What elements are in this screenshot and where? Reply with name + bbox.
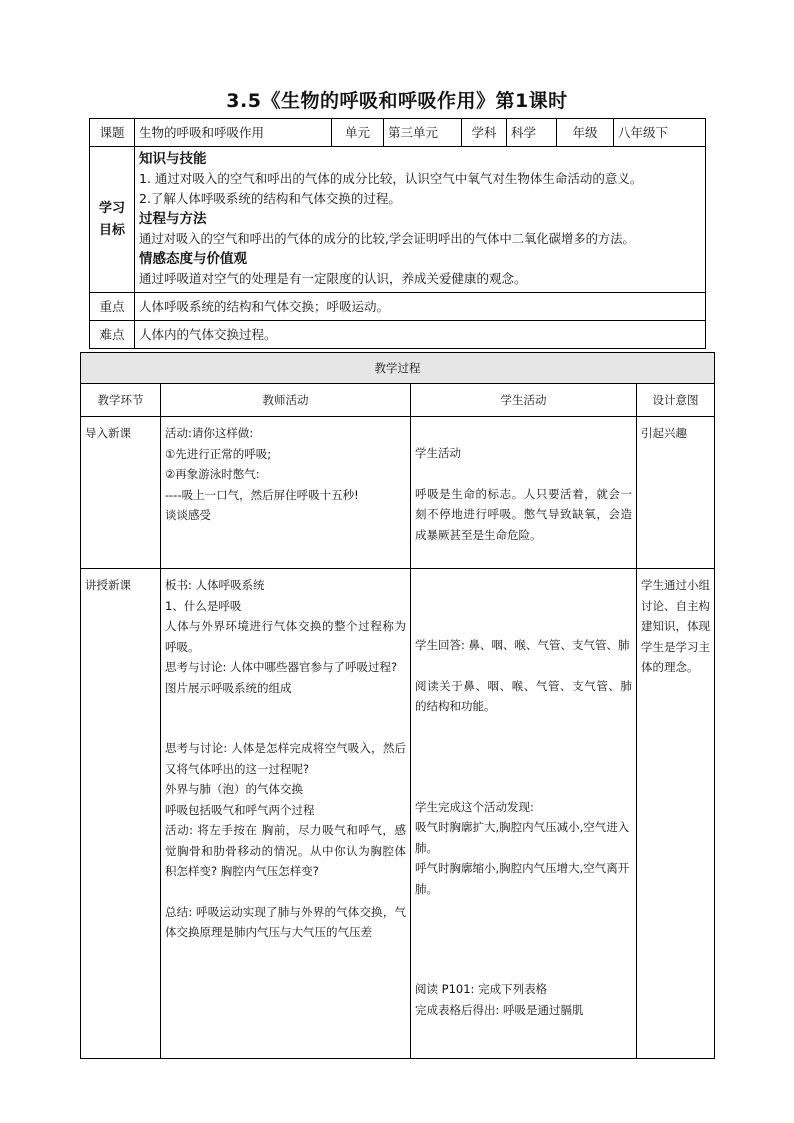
knowledge-item: 1. 通过对吸入的空气和呼出的气体的成分比较，认识空气中氧气对生物体生命活动的意义。 xyxy=(139,171,643,186)
teach-student-line: 呼气时胸廓缩小,胸腔内气压增大,空气离开肺。 xyxy=(415,861,630,896)
intro-student-line: 学生活动 xyxy=(415,446,461,460)
teach-teacher-line: 人体与外界环境进行气体交换的整个过程称为呼吸。 xyxy=(165,619,406,654)
intro-student-line: 呼吸是生命的标志。人只要活着，就会一刻不停地进行呼吸。憋气导致缺氧，会造成暴厥甚至是生命危险。 xyxy=(415,486,632,542)
teach-student-line: 吸气时胸廓扩大,胸腔内气压减小,空气进入肺。 xyxy=(415,820,630,855)
knowledge-item: 2.了解人体呼吸系统的结构和气体交换的过程。 xyxy=(139,191,401,206)
unit-label: 单元 xyxy=(332,119,384,147)
page-title: 3.5《生物的呼吸和呼吸作用》第1课时 xyxy=(226,90,568,112)
teach-teacher-line: 图片展示呼吸系统的组成 xyxy=(165,680,292,695)
teach-student xyxy=(411,569,637,1059)
teach-teacher-line: 板书: 人体呼吸系统 xyxy=(165,578,265,592)
intro-teacher xyxy=(161,417,411,569)
intro-teacher-line: 活动:请你这样做: xyxy=(165,426,254,440)
teach-teacher-line: 1、什么是呼吸 xyxy=(165,598,242,613)
teach-student-line: 阅读关于鼻、咽、喉、气管、支气管、肺的结构和功能。 xyxy=(415,678,632,713)
process-heading: 过程与方法 xyxy=(139,211,207,227)
attitude-heading: 情感态度与价值观 xyxy=(139,251,247,267)
teaching-process-table xyxy=(80,352,715,1059)
grade-value: 八年级下 xyxy=(614,119,706,147)
teach-teacher-line: 活动: 将左手按在 胸前，尽力吸气和呼气，感觉胸骨和肋骨移动的情况。从中你认为胸腔体积怎样变? 胸腔内气压怎样变? xyxy=(165,823,406,878)
key-value: 人体呼吸系统的结构和气体交换；呼吸运动。 xyxy=(135,293,706,321)
process-item: 通过对吸入的空气和呼出的气体的成分的比较,学会证明呼出的气体中二氧化碳增多的方法。 xyxy=(139,232,635,246)
objectives-label: 学习 目标 xyxy=(90,147,135,293)
intro-teacher-line: ----吸上一口气，然后屏住呼吸十五秒! xyxy=(165,487,359,502)
teach-teacher-line: 呼吸包括吸气和呼气两个过程 xyxy=(165,802,315,817)
lesson-info-table xyxy=(89,118,706,349)
grade-label: 年级 xyxy=(557,119,614,147)
teach-teacher-line: 思考与讨论: 人体中哪些器官参与了呼吸过程? xyxy=(165,660,398,674)
intro-student xyxy=(411,417,637,569)
intro-teacher-line: ①先进行正常的呼吸; xyxy=(165,446,272,461)
teach-student-line: 学生完成这个活动发现: xyxy=(415,799,534,814)
intro-teacher-line: ②再象游泳时憋气: xyxy=(165,467,260,481)
teach-teacher-line: 外界与肺（泡）的气体交换 xyxy=(165,782,303,796)
teach-student-line: 完成表格后得出: 呼吸是通过膈肌 xyxy=(415,1002,584,1017)
topic-label: 课题 xyxy=(90,119,135,147)
process-caption: 教学过程 xyxy=(81,353,715,384)
intro-intent: 引起兴趣 xyxy=(637,417,715,569)
subject-label: 学科 xyxy=(462,119,507,147)
difficult-label: 难点 xyxy=(90,321,135,349)
teach-student-line: 阅读 P101: 完成下列表格 xyxy=(415,982,548,996)
teach-stage: 讲授新课 xyxy=(81,569,161,1059)
teach-teacher xyxy=(161,569,411,1059)
attitude-item: 通过呼吸道对空气的处理是有一定限度的认识，养成关爱健康的观念。 xyxy=(139,271,527,286)
topic-value: 生物的呼吸和呼吸作用 xyxy=(135,119,332,147)
difficult-value: 人体内的气体交换过程。 xyxy=(135,321,706,349)
knowledge-heading: 知识与技能 xyxy=(139,151,207,167)
teach-teacher-line: 思考与讨论: 人体是怎样完成将空气吸入，然后又将气体呼出的这一过程呢? xyxy=(165,741,406,776)
subject-value: 科学 xyxy=(507,119,557,147)
header-student: 学生活动 xyxy=(411,384,637,417)
intro-teacher-line: 谈谈感受 xyxy=(165,508,211,522)
intro-stage: 导入新课 xyxy=(81,417,161,569)
header-stage: 教学环节 xyxy=(81,384,161,417)
teach-intent: 学生通过小组讨论、自主构建知识，体现学生是学习主体的理念。 xyxy=(637,569,715,1059)
header-intent: 设计意图 xyxy=(637,384,715,417)
objectives-content xyxy=(135,147,706,293)
key-label: 重点 xyxy=(90,293,135,321)
teach-teacher-line: 总结: 呼吸运动实现了肺与外界的气体交换，气体交换原理是肺内气压与大气压的气压差 xyxy=(165,904,406,939)
teach-student-line: 学生回答: 鼻、咽、喉、气管、支气管、肺 xyxy=(415,638,630,652)
unit-value: 第三单元 xyxy=(384,119,462,147)
header-teacher: 教师活动 xyxy=(161,384,411,417)
